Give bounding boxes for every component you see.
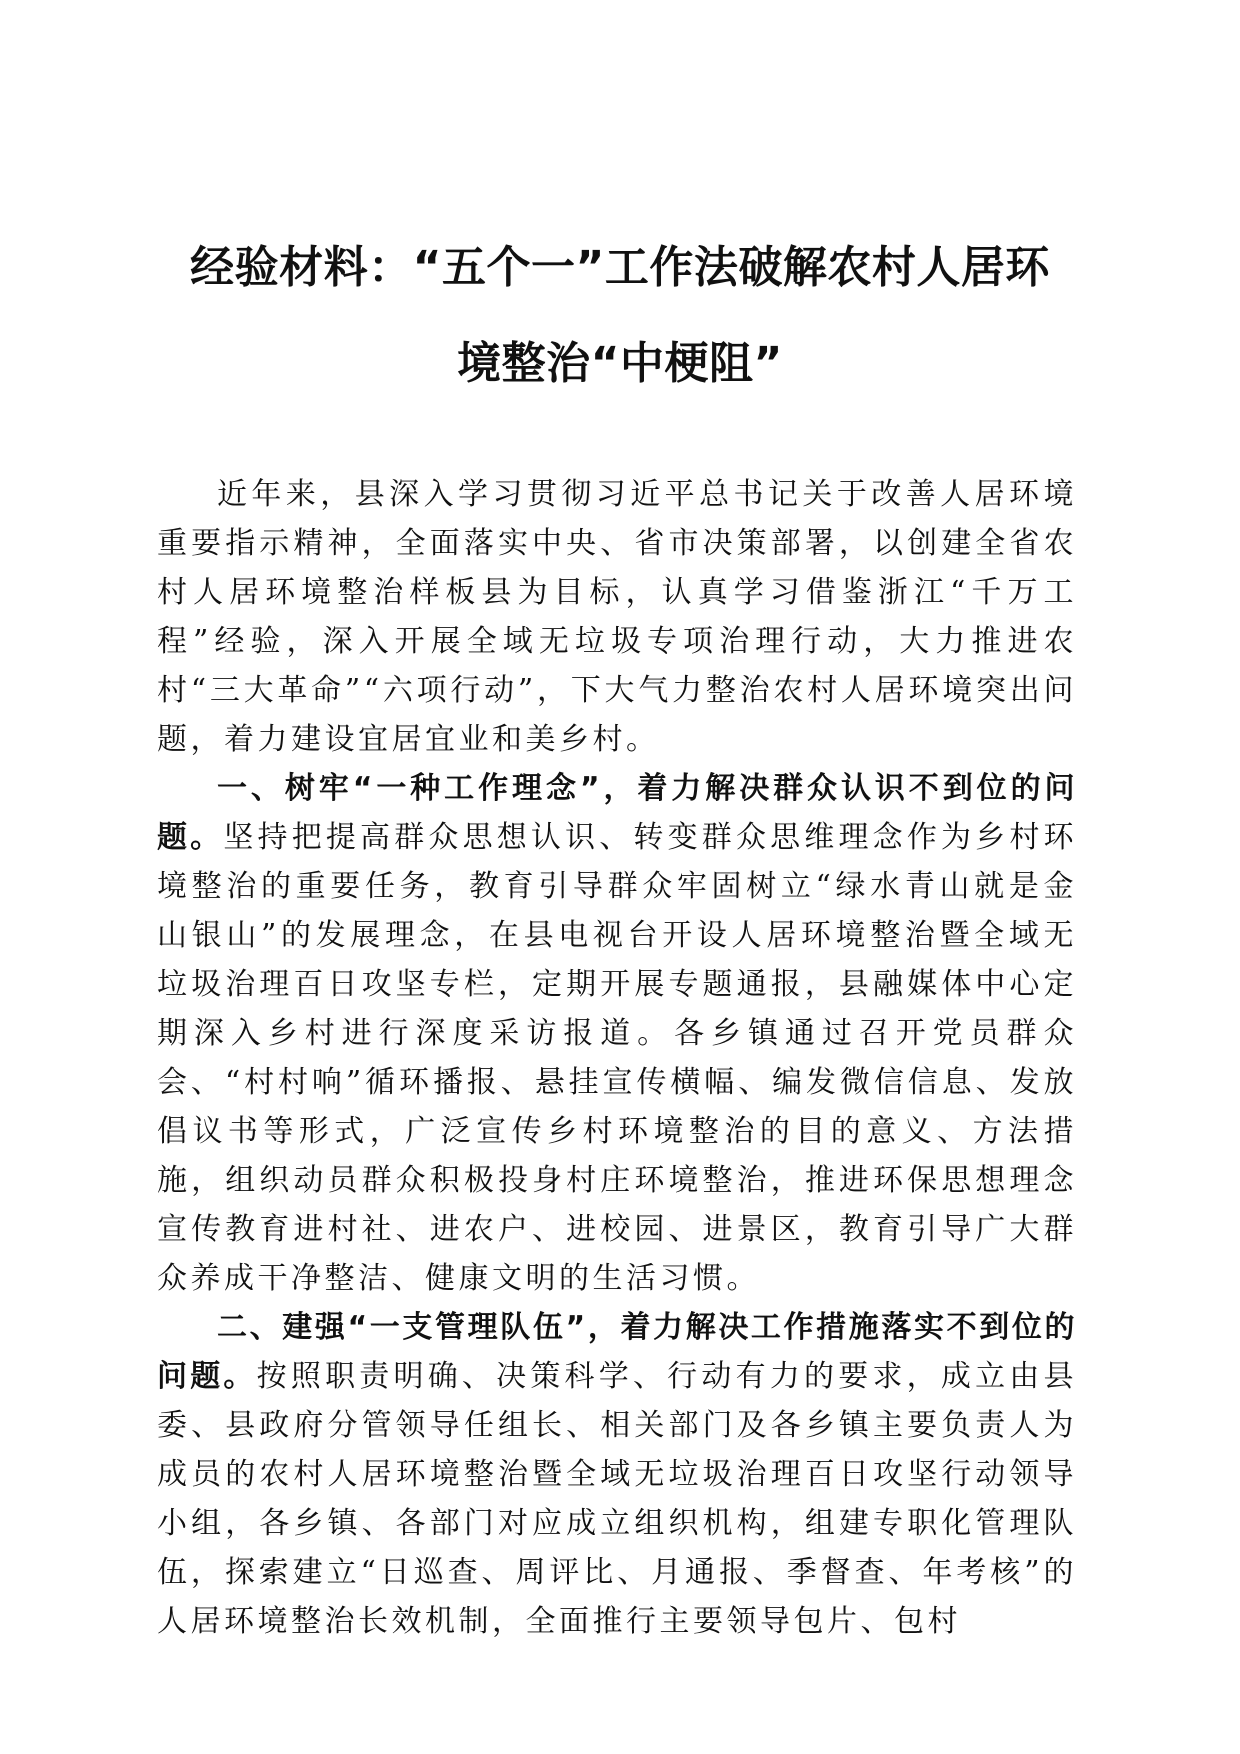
section-heading: 二、建强“一支管理队伍”，着力解决工作措施落实不到位的问题。: [157, 1310, 1077, 1394]
document-title: [150, 220, 1090, 412]
paragraph-section-2: [157, 1303, 1077, 1646]
section-heading: 一、树牢“一种工作理念”，着力解决群众认识不到位的问题。: [157, 771, 1077, 855]
title-line-2: 境整治“中梗阻”: [457, 338, 783, 389]
paragraph-section-1: [157, 764, 1077, 1303]
paragraph-text: 坚持把提高群众思想认识、转变群众思维理念作为乡村环境整治的重要任务，教育引导群众牢固树立“绿水青山就是金山银山”的发展理念，在县电视台开设人居环境整治暨全域无垃圾治理百日攻坚专栏，定期开展专题通报，县融媒体中心定期深入乡村进行深度采访报道。各乡镇通过召开党员群众会、“村村响”循环播报、悬挂宣传横幅、编发微信信息、发放倡议书等形式，广泛宣传乡村环境整治的目的意义、方法措施，组织动员群众积极投身村庄环境整治，推进环保思想理念宣传教育进村社、进农户、进校园、进景区，教育引导广大群众养成干净整洁、健康文明的生活习惯。: [157, 820, 1078, 1296]
paragraph-text: 按照职责明确、决策科学、行动有力的要求，成立由县委、县政府分管领导任组长、相关部门及各乡镇主要负责人为成员的农村人居环境整治暨全域无垃圾治理百日攻坚行动领导小组，各乡镇、各部门对应成立组织机构，组建专职化管理队伍，探索建立“日巡查、周评比、月通报、季督查、年考核”的人居环境整治长效机制，全面推行主要领导包片、包村: [157, 1359, 1078, 1639]
paragraph-intro: [157, 470, 1077, 764]
title-line-1: 经验材料：“五个一”工作法破解农村人居环: [190, 242, 1050, 293]
document-body: [157, 470, 1077, 1646]
paragraph-text: 近年来，县深入学习贯彻习近平总书记关于改善人居环境重要指示精神，全面落实中央、省市决策部署，以创建全省农村人居环境整治样板县为目标，认真学习借鉴浙江“千万工程”经验，深入开展全域无垃圾专项治理行动，大力推进农村“三大革命”“六项行动”，下大气力整治农村人居环境突出问题，着力建设宜居宜业和美乡村。: [157, 477, 1077, 757]
